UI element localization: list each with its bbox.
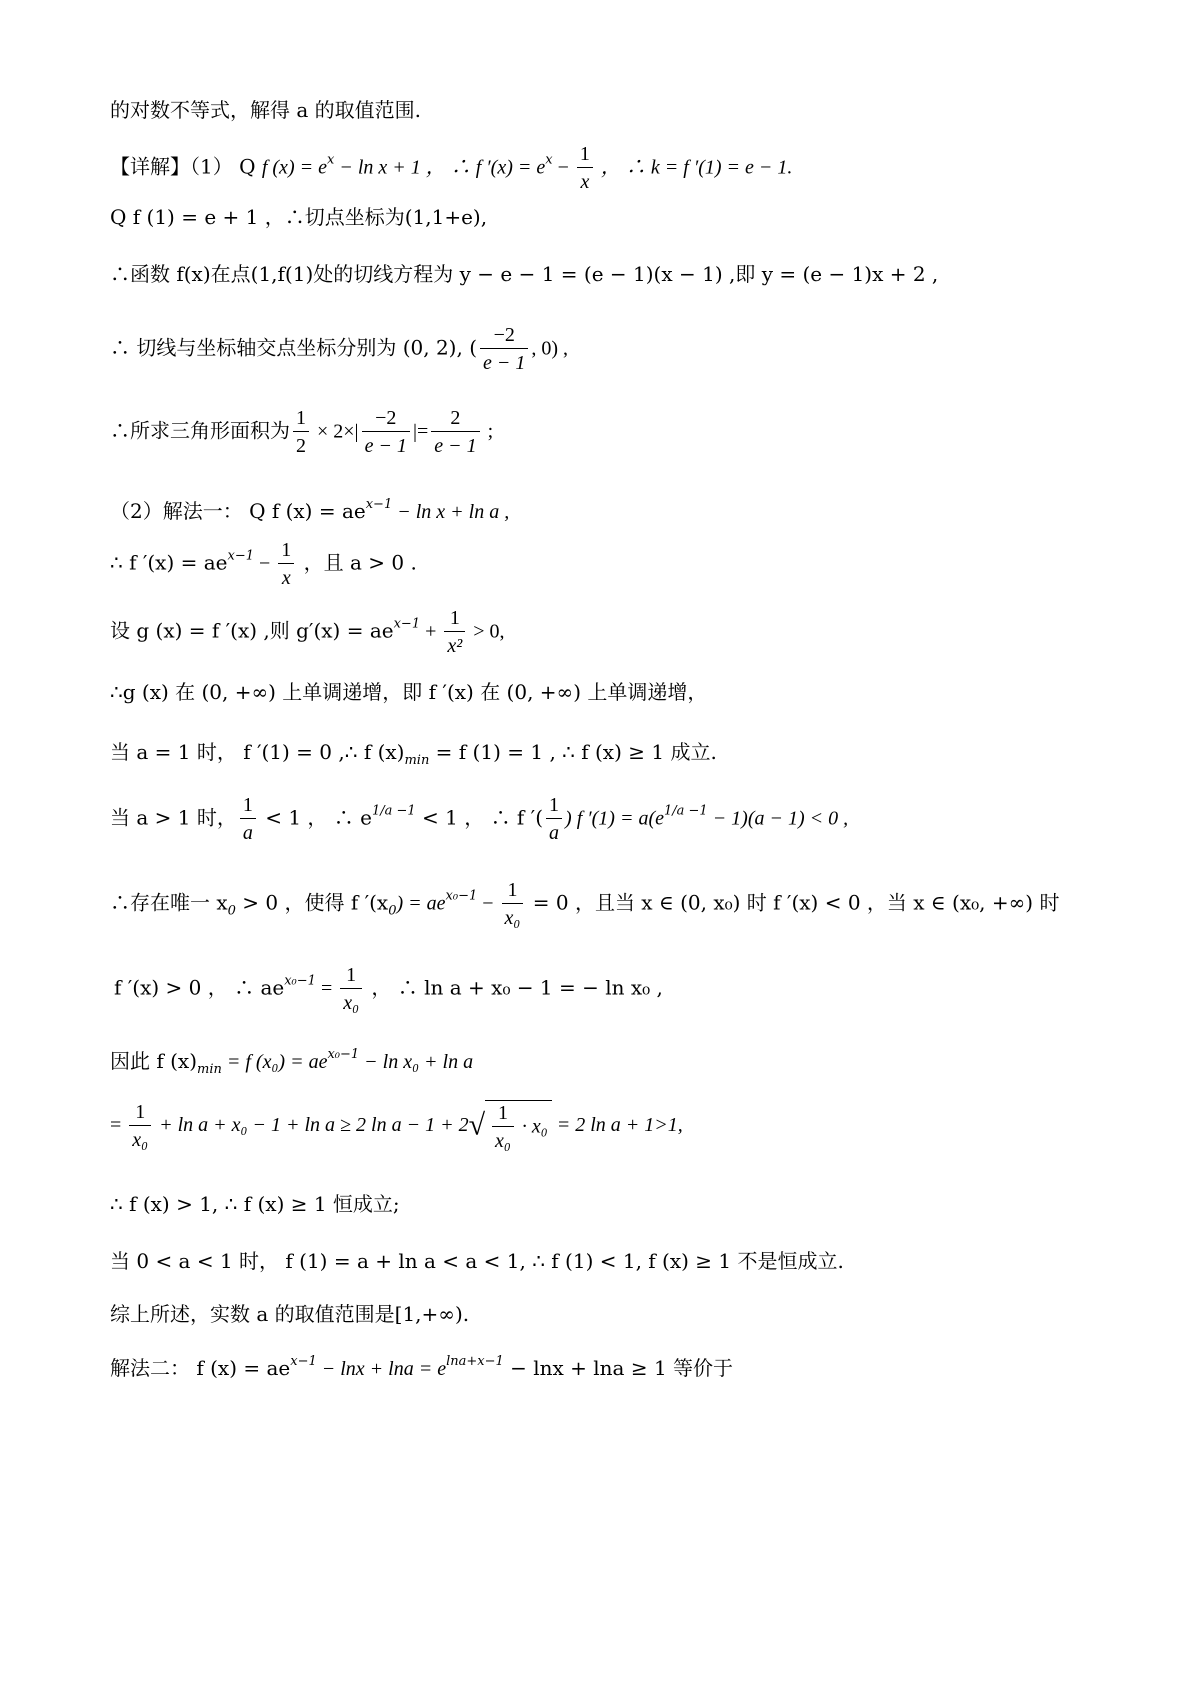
line-text: 解法二： f (x) = ae [110,1356,291,1380]
superscript: 1/a −1 [663,803,708,819]
text-line-11 [110,742,717,767]
denominator: x₀ [343,992,360,1014]
line-text: ∴存在唯一 x [110,890,228,915]
fraction [362,408,410,456]
line-text: ∴ f ′(x) = ae [110,550,228,575]
math-text: ) = ae [396,892,446,915]
math-text: = [315,977,338,1000]
math-text: , 0) , [531,337,569,360]
line-text: 的对数不等式，解得 a 的取值范围. [110,98,421,122]
numerator: −2 [362,408,410,432]
text-line-19 [110,1304,469,1324]
line-text: ∴函数 f(x)在点(1,f(1)处的切线方程为 y − e − 1 = (e − 1)(x − 1) ,即 y = (e − 1)x + 2 , [110,262,939,286]
superscript: x [326,152,335,168]
line-text: 当 a = 1 时， f ′(1) = 0 ,∴ f (x) [110,740,405,764]
math-text: − [254,552,276,575]
fraction [480,325,528,373]
square-root [469,1100,552,1151]
fraction [492,1103,514,1151]
text-line-13 [110,880,1059,928]
fraction [444,608,465,656]
math-text: f (x) = e [261,156,327,179]
fraction [431,408,479,456]
denominator: x₀ [504,907,521,929]
fraction [240,795,256,843]
line-text: 当 a > 1 时， [110,805,237,830]
superscript: lna+x−1 [446,1354,504,1369]
superscript: x−1 [365,497,393,512]
superscript: 1/a −1 [371,803,416,819]
subscript: 0 [388,903,397,919]
fraction [340,965,362,1013]
numerator: 1 [240,795,256,819]
text-line-20 [110,1355,733,1379]
text-line-16 [110,1100,683,1151]
superscript: x [545,152,553,168]
denominator: a [242,822,253,844]
line-text: 【详解】（1） Q [110,154,262,179]
radicand [485,1100,552,1151]
numerator: 1 [492,1103,514,1127]
math-text: − 1)(a − 1) < 0 , [707,807,849,830]
math-text: > 0, [468,620,505,643]
numerator: 1 [577,144,593,168]
math-text: |= [412,420,429,443]
denominator: 2 [296,435,306,457]
line-text: ∴g (x) 在 (0, +∞) 上单调递增，即 f ′(x) 在 (0, +∞) 上单调递增， [110,680,708,704]
text-line-18 [110,1251,844,1271]
superscript: x−1 [393,616,421,632]
numerator: 1 [278,540,294,564]
math-text: − ln x₀ + ln a [359,1051,474,1073]
text-line-12 [110,795,848,843]
math-text: − ln x + 1 ， ∴ f ′(x) = e [334,156,546,179]
numerator: 1 [444,608,465,632]
superscript: x₀−1 [327,1047,360,1062]
math-text: × 2×| [312,420,359,443]
line-text: ∴ f (x) > 1, ∴ f (x) ≥ 1 恒成立; [110,1192,400,1216]
fraction [577,144,593,192]
numerator: −2 [480,325,528,349]
subscript: min [404,753,430,768]
line-text: > 0 ，使得 f ′(x [235,890,389,915]
math-text: ; [482,420,494,443]
math-text: − [477,892,499,915]
text-line-6 [110,408,493,456]
denominator: e − 1 [364,435,407,457]
math-text: − [552,156,574,179]
text-line-7 [110,498,509,522]
text-line-14 [114,965,663,1013]
text-line-1 [110,100,421,120]
line-text: 因此 f (x) [110,1049,198,1073]
fraction [278,540,294,588]
numerator: 1 [129,1102,151,1126]
math-text: ) f ′(1) = a(e [565,807,664,830]
numerator: 1 [546,795,562,819]
line-text: ， ∴ ln a + x₀ − 1 = − ln x₀ , [365,975,663,1000]
denominator: a [549,822,560,844]
fraction [546,795,562,843]
text-line-3 [110,207,487,227]
fraction [293,408,309,456]
superscript: x−1 [227,548,254,564]
subscript: 0 [227,903,236,919]
line-text: 当 0 < a < 1 时， f (1) = a + ln a < a < 1, ∴ f (1) < 1, f (x) ≥ 1 不是恒成立. [110,1249,844,1273]
numerator: 2 [431,408,479,432]
line-text: 设 g (x) = f ′(x) ,则 g′(x) = ae [110,618,394,643]
denominator: x₀ [132,1128,149,1151]
line-text: < 1 ， ∴ f ′( [415,805,544,830]
text-line-2 [110,144,792,192]
text-line-15 [110,1048,473,1076]
numerator: 1 [502,880,524,904]
subscript: min [197,1062,222,1077]
superscript: x−1 [290,1354,317,1369]
line-text: f ′(x) > 0 ， ∴ ae [114,975,285,1000]
math-text: ， ∴ k = f ′(1) = e − 1. [595,156,793,179]
superscript: x₀−1 [284,973,316,989]
line-text: = 0 ，且当 x ∈ (0, x₀) 时 f ′(x) < 0 ，当 x ∈ (x₀, +∞) 时 [526,890,1060,915]
line-text: 综上所述，实数 a 的取值范围是[1,+∞). [110,1302,470,1326]
fraction [502,880,524,928]
text-line-9 [110,608,505,656]
line-text: = f (1) = 1 , ∴ f (x) ≥ 1 成立. [429,740,717,764]
text-line-10 [110,682,707,702]
denominator: e − 1 [483,352,526,374]
superscript: x₀−1 [445,888,478,904]
math-text: − lnx + lna = e [316,1358,447,1380]
math-text: + ln a + x₀ − 1 + ln a ≥ 2 ln a − 1 + 2 [154,1114,469,1136]
denominator: x [580,171,590,193]
math-text: · x₀ [516,1115,548,1138]
line-text: Q f (1) = e + 1 ，∴切点坐标为(1,1+e), [110,205,488,229]
line-text: ∴所求三角形面积为 [110,418,290,443]
math-text: = 2 ln a + 1>1, [551,1114,683,1136]
line-text: ，且 a > 0 . [297,550,417,575]
line-text: ∴ 切线与坐标轴交点坐标分别为 (0, 2), ( [110,335,478,360]
math-text: + [420,620,442,643]
denominator: x² [447,635,463,657]
text-line-5 [110,325,568,373]
line-text: − lnx + lna ≥ 1 等价于 [503,1356,734,1380]
denominator: x₀ [495,1130,511,1152]
math-text: − ln x + ln a , [392,501,510,523]
text-line-4 [110,264,938,284]
denominator: e − 1 [434,435,477,457]
text-line-8 [110,540,417,588]
denominator: x [281,567,291,589]
math-text: = f (x₀) = ae [221,1051,328,1073]
line-text: （2）解法一： Q f (x) = ae [110,499,366,523]
numerator: 1 [340,965,362,989]
radical-sign: √ [468,1108,486,1142]
math-text: = [110,1114,127,1136]
line-text: < 1 ， ∴ e [258,805,372,830]
fraction [129,1102,151,1150]
numerator: 1 [293,408,309,432]
text-line-17 [110,1194,400,1214]
